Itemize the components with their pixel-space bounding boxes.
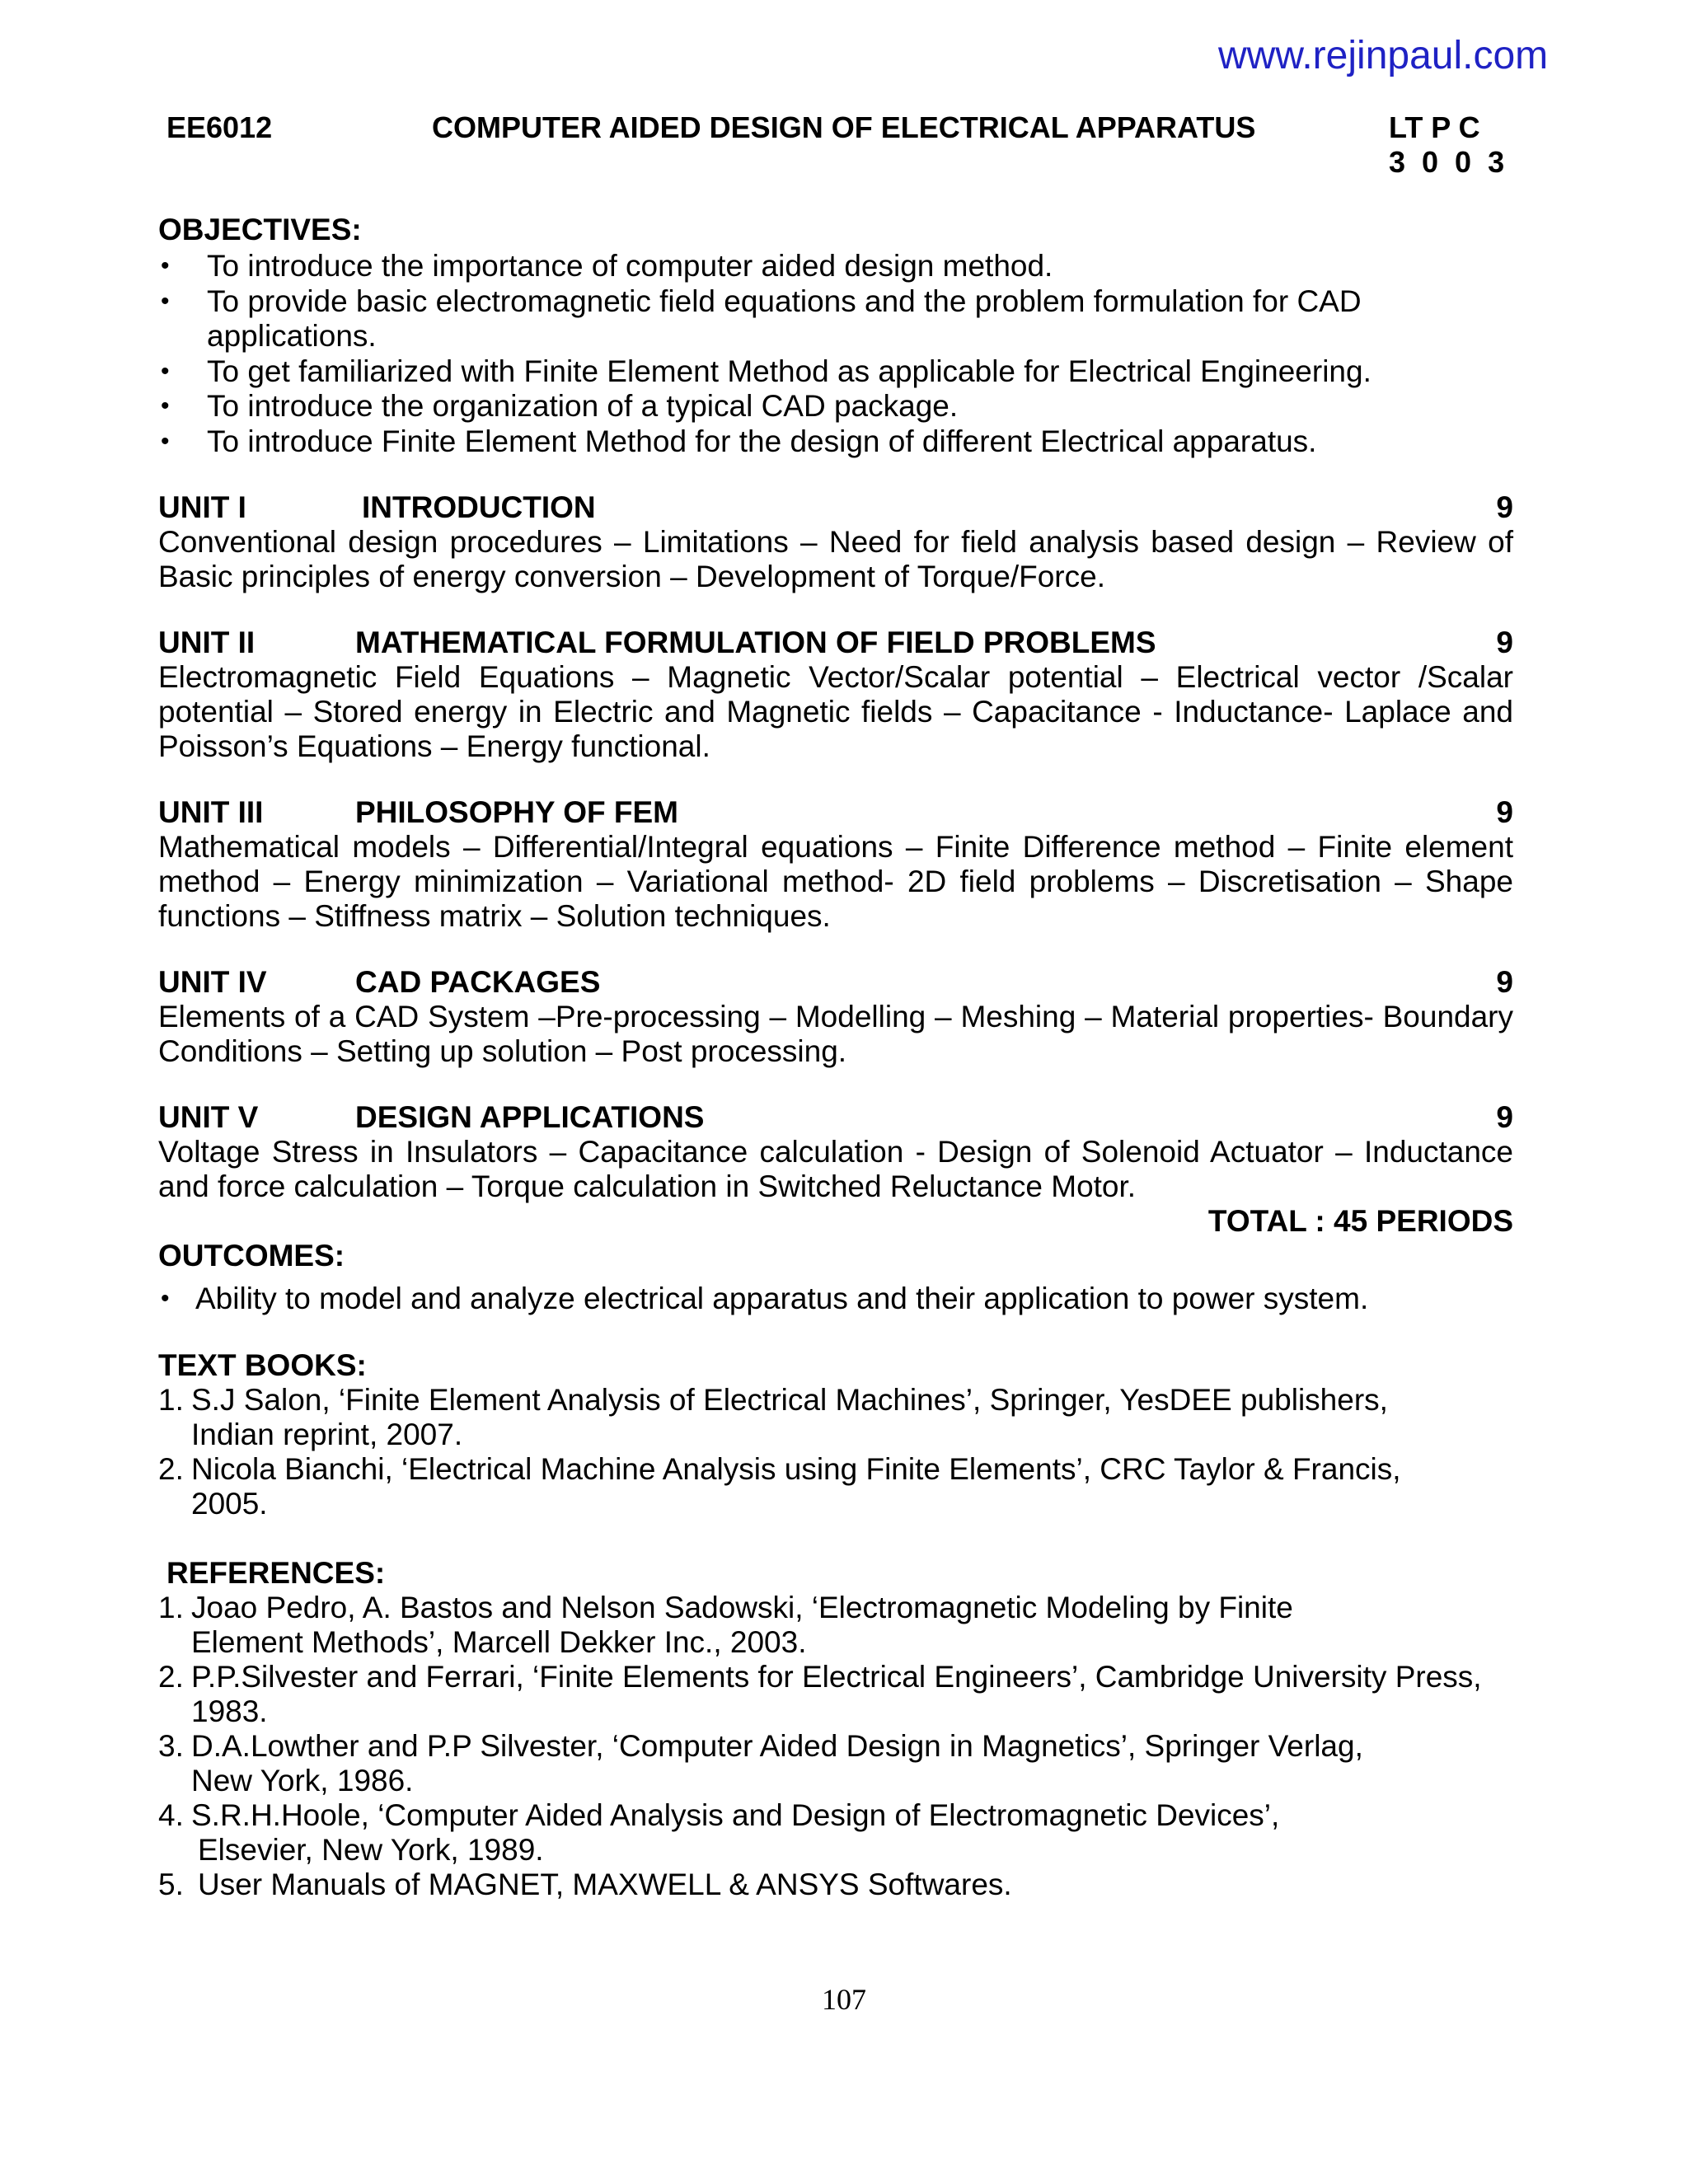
text-books-list <box>158 1383 1513 1521</box>
objectives-list <box>158 249 1513 459</box>
objectives-heading: OBJECTIVES: <box>158 213 362 246</box>
unit-heading <box>158 626 1513 660</box>
unit-heading <box>158 1100 1513 1135</box>
unit-hours: 9 <box>1496 626 1513 659</box>
item-text-continued: Element Methods’, Marcell Dekker Inc., 2003. <box>191 1624 807 1659</box>
unit-hours: 9 <box>1496 490 1513 524</box>
list-item <box>158 1383 1513 1452</box>
unit-title: PHILOSOPHY OF FEM <box>355 795 678 829</box>
unit-number: UNIT V <box>158 1100 259 1134</box>
item-text: Joao Pedro, A. Bastos and Nelson Sadowski, ‘Electromagnetic Modeling by Finite <box>191 1590 1293 1624</box>
unit-hours: 9 <box>1496 1100 1513 1134</box>
list-item: • To introduce the importance of computer aided design method. <box>158 249 1513 284</box>
list-item: • To introduce the organization of a typical CAD package. <box>158 389 1513 424</box>
unit-title: INTRODUCTION <box>362 490 596 524</box>
unit-number: UNIT III <box>158 795 264 829</box>
course-code: EE6012 <box>166 110 273 144</box>
ltpc-values: 3 0 0 3 <box>1389 145 1509 179</box>
item-text-continued: Elsevier, New York, 1989. <box>198 1832 544 1867</box>
item-number: 3. <box>158 1728 184 1763</box>
outcomes-list <box>158 1282 1513 1317</box>
unit-title: CAD PACKAGES <box>355 965 601 999</box>
unit-heading <box>158 490 1513 525</box>
item-number: 5. <box>158 1867 184 1901</box>
course-title: COMPUTER AIDED DESIGN OF ELECTRICAL APPARATUS <box>432 110 1256 144</box>
unit-body: Electromagnetic Field Equations – Magnetic Vector/Scalar potential – Electrical vector /Scalar potential – Stored energy in Electric and Magnetic fields – Capacitance - Inductance- Laplace and Poisson’s Equations – Energy functional. <box>158 660 1513 763</box>
item-text: P.P.Silvester and Ferrari, ‘Finite Elements for Electrical Engineers’, Cambridge University Press, <box>191 1659 1482 1694</box>
item-text: D.A.Lowther and P.P Silvester, ‘Computer Aided Design in Magnetics’, Springer Verlag, <box>191 1728 1363 1763</box>
unit-number: UNIT IV <box>158 965 267 999</box>
unit-5 <box>158 1100 1513 1204</box>
text-books-heading: TEXT BOOKS: <box>158 1347 367 1382</box>
unit-hours: 9 <box>1496 965 1513 999</box>
total-periods: TOTAL : 45 PERIODS <box>1207 1204 1513 1238</box>
unit-number: UNIT II <box>158 626 256 659</box>
unit-1 <box>158 490 1513 594</box>
list-item <box>158 1868 1513 1902</box>
unit-4 <box>158 965 1513 1069</box>
list-item <box>158 1591 1513 1660</box>
unit-body: Elements of a CAD System –Pre-processing – Modelling – Meshing – Material properties- Boundary Conditions – Setting up solution – Post processing. <box>158 1000 1513 1068</box>
unit-body: Conventional design procedures – Limitations – Need for field analysis based design – Review of Basic principles of energy conversion – Development of Torque/Force. <box>158 525 1513 593</box>
item-number: 2. <box>158 1451 184 1486</box>
syllabus-content <box>158 213 1513 1902</box>
list-item: • To introduce Finite Element Method for the design of different Electrical apparatus. <box>158 424 1513 460</box>
item-text-continued: 2005. <box>191 1486 268 1521</box>
list-item <box>158 1452 1513 1521</box>
item-text-continued: New York, 1986. <box>191 1763 414 1797</box>
item-text: User Manuals of MAGNET, MAXWELL & ANSYS Softwares. <box>198 1867 1012 1901</box>
list-item: • To get familiarized with Finite Element Method as applicable for Electrical Engineering. <box>158 354 1513 390</box>
item-text-continued: 1983. <box>191 1694 268 1728</box>
page-number: 107 <box>822 1983 866 2016</box>
references-list <box>158 1591 1513 1902</box>
item-text: Nicola Bianchi, ‘Electrical Machine Analysis using Finite Elements’, CRC Taylor & Francis, <box>191 1451 1401 1486</box>
list-item <box>158 1660 1513 1729</box>
unit-3 <box>158 795 1513 934</box>
outcomes-heading: OUTCOMES: <box>158 1239 345 1272</box>
unit-2 <box>158 626 1513 764</box>
item-number: 1. <box>158 1590 184 1624</box>
item-text: S.J Salon, ‘Finite Element Analysis of Electrical Machines’, Springer, YesDEE publishers, <box>191 1382 1388 1417</box>
unit-hours: 9 <box>1496 795 1513 829</box>
unit-number: UNIT I <box>158 490 246 524</box>
unit-title: MATHEMATICAL FORMULATION OF FIELD PROBLEMS <box>355 626 1156 659</box>
list-item: • To provide basic electromagnetic field equations and the problem formulation for CAD applications. <box>158 284 1513 354</box>
ltpc-block <box>1389 110 1509 180</box>
unit-body: Voltage Stress in Insulators – Capacitance calculation - Design of Solenoid Actuator – Inductance and force calculation – Torque calculation in Switched Reluctance Motor. <box>158 1135 1513 1203</box>
ltpc-label: LT P C <box>1389 110 1480 144</box>
list-item <box>158 1729 1513 1798</box>
list-item <box>158 1798 1513 1868</box>
item-number: 4. <box>158 1797 184 1832</box>
references-heading: REFERENCES: <box>166 1555 386 1590</box>
unit-body: Mathematical models – Differential/Integral equations – Finite Difference method – Finite element method – Energy minimization – Variational method- 2D field problems – Discretisation – Shape functions – Stiffness matrix – Solution techniques. <box>158 830 1513 933</box>
list-item: • Ability to model and analyze electrical apparatus and their application to power system. <box>158 1282 1513 1317</box>
item-number: 2. <box>158 1659 184 1694</box>
item-number: 1. <box>158 1382 184 1417</box>
watermark-url[interactable]: www.rejinpaul.com <box>1218 34 1549 77</box>
unit-heading <box>158 965 1513 1000</box>
unit-title: DESIGN APPLICATIONS <box>355 1100 705 1134</box>
item-text: S.R.H.Hoole, ‘Computer Aided Analysis and Design of Electromagnetic Devices’, <box>191 1797 1280 1832</box>
unit-heading <box>158 795 1513 830</box>
item-text-continued: Indian reprint, 2007. <box>191 1417 463 1451</box>
